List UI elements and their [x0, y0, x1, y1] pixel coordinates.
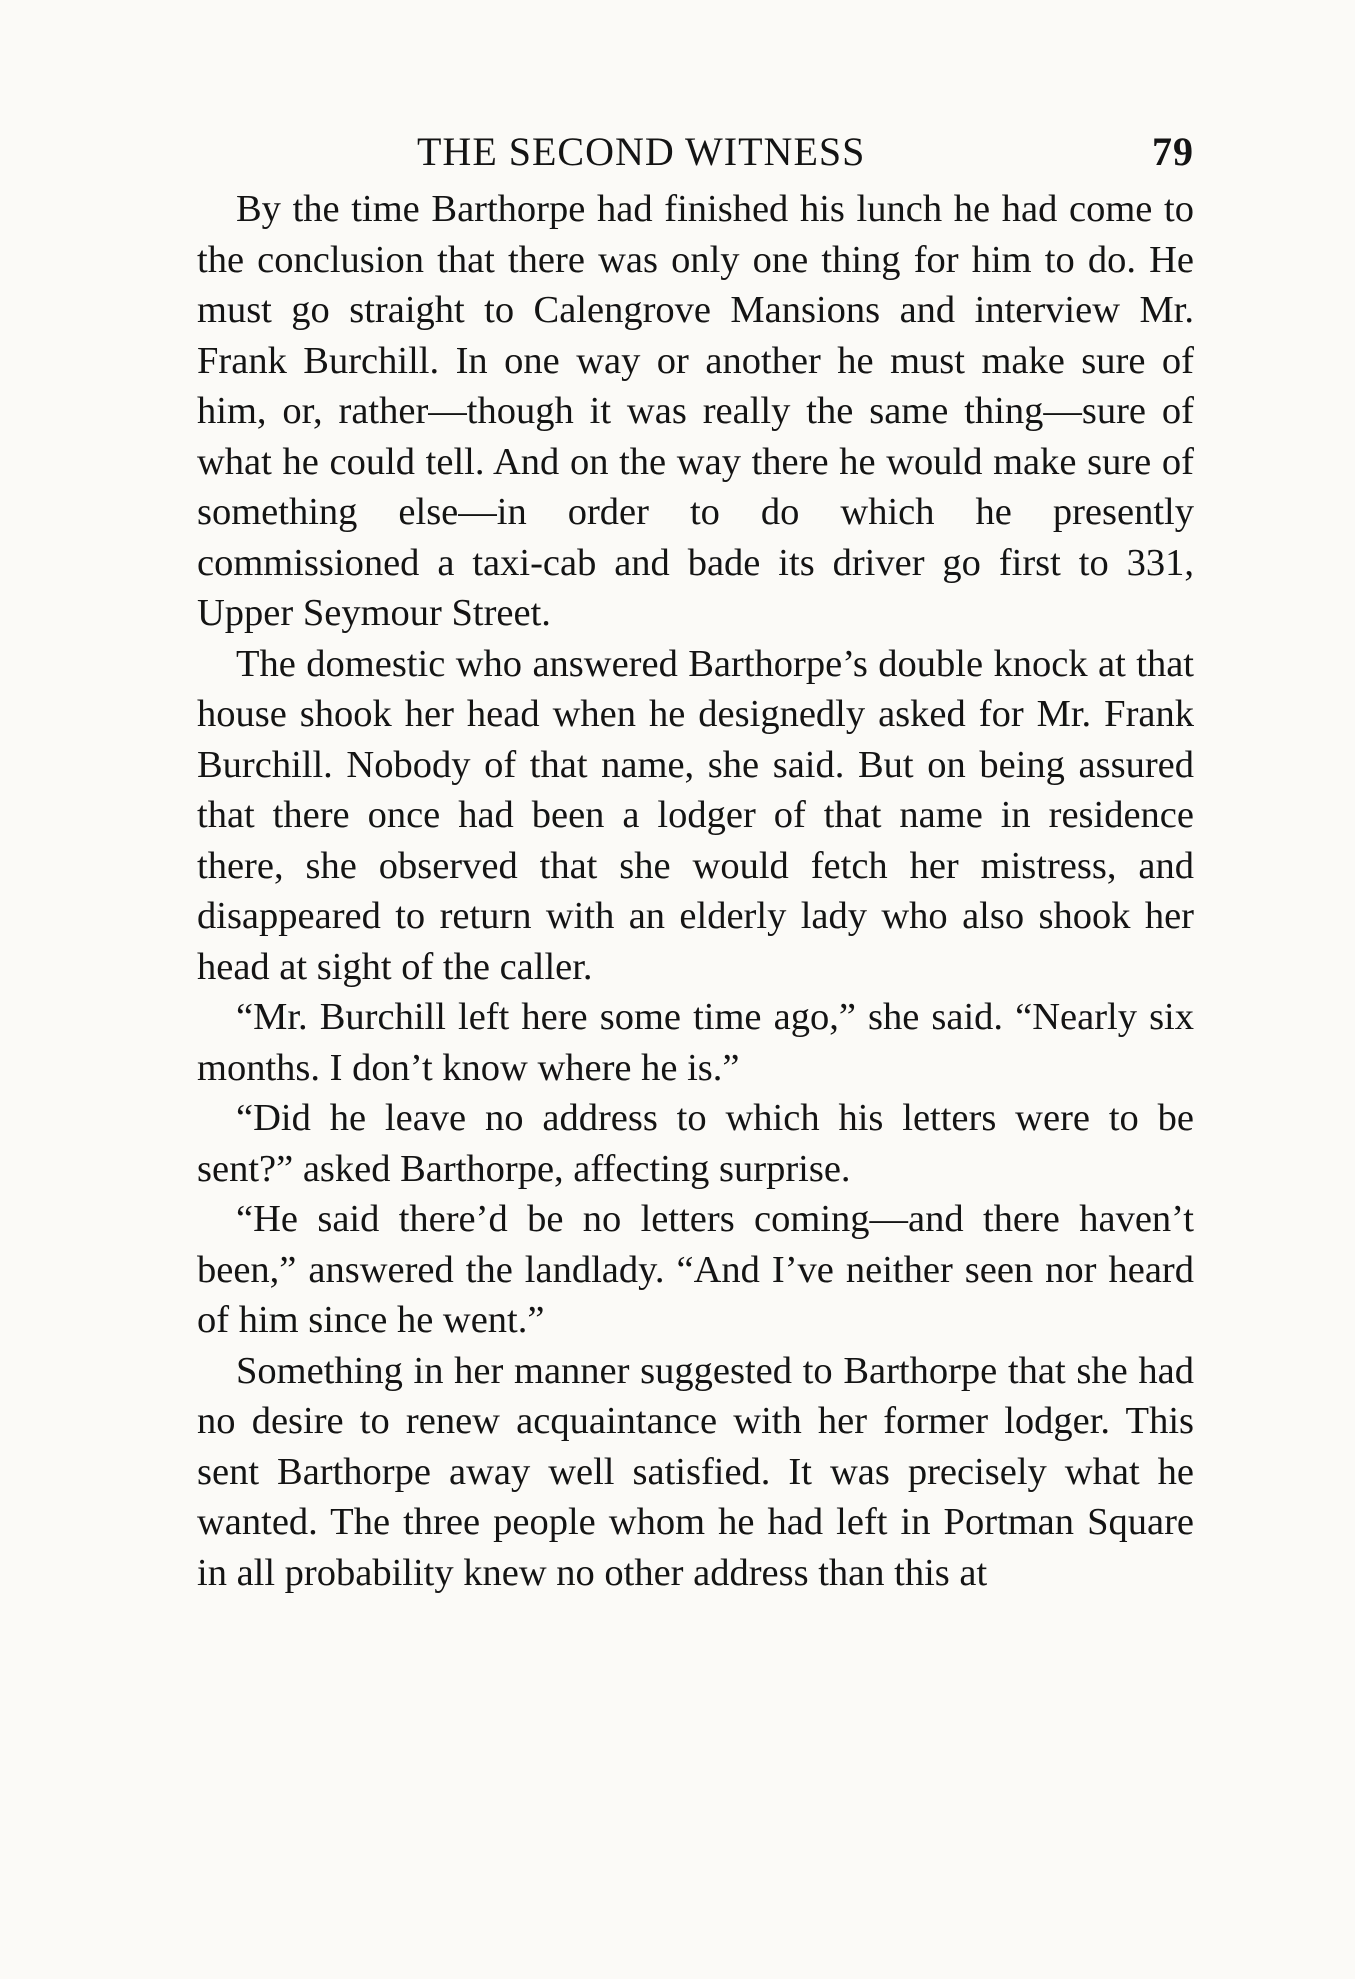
paragraph-2: The domestic who answered Barthorpe’s double knock at that house shook her head when he designedly asked for Mr. Frank Burchill. Nobody of that name, she said. But on being assured that there once had been a lodger of that name in residence there, she observed that she would fetch her mistress, and disappeared to return with an elderly lady who also shook her head at sight of the caller. — [197, 642, 1194, 988]
body-text — [197, 184, 1194, 1598]
paragraph-6: Something in her manner suggested to Barthorpe that she had no desire to renew acquaintance with her former lodger. This sent Barthorpe away well satisfied. It was precisely what he wanted. The three people whom he had left in Portman Square in all probability knew no other address than this at — [197, 1349, 1194, 1594]
paragraph-1: By the time Barthorpe had finished his lunch he had come to the conclusion that there was only one thing for him to do. He must go straight to Calengrove Mansions and interview Mr. Frank Burchill. In one way or another he must make sure of him, or, rather—though it was really the same thing—sure of what he could tell. And on the way there he would make sure of something else—in order to do which he presently commissioned a taxi-cab and bade its driver go first to 331, Upper Seymour Street. — [197, 188, 1194, 634]
paragraph-5: “He said there’d be no letters coming—and there haven’t been,” answered the landlady. “And I’ve neither seen nor heard of him since he went.” — [197, 1198, 1194, 1341]
running-title: THE SECOND WITNESS — [417, 129, 866, 174]
running-head — [197, 128, 1194, 184]
paragraph-3: “Mr. Burchill left here some time ago,” she said. “Nearly six months. I don’t know where he is.” — [197, 996, 1194, 1089]
page-number: 79 — [1152, 129, 1194, 174]
book-page — [197, 128, 1194, 1598]
paragraph-4: “Did he leave no address to which his letters were to be sent?” asked Barthorpe, affecting surprise. — [197, 1097, 1194, 1190]
